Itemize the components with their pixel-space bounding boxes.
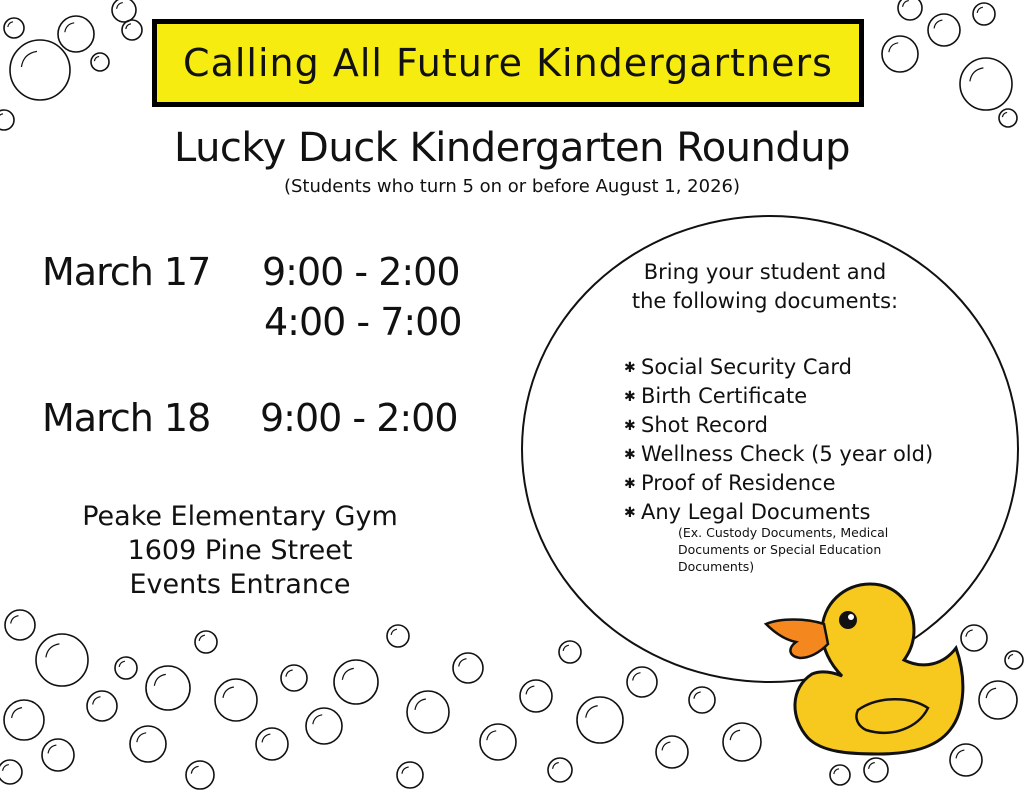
document-item: Shot Record xyxy=(641,413,768,437)
bubble-icon xyxy=(453,653,483,683)
bubble-highlight xyxy=(117,3,123,9)
document-item: Birth Certificate xyxy=(641,384,808,408)
bubble-icon xyxy=(281,665,307,691)
bubble-icon xyxy=(656,736,688,768)
bubble-icon xyxy=(0,760,22,784)
asterisk-icon: ✱ xyxy=(624,476,636,492)
bubble-icon xyxy=(723,723,761,761)
bubble-highlight xyxy=(934,20,942,28)
bubble-icon xyxy=(130,726,166,762)
bubble-highlight xyxy=(487,731,496,740)
bubble-icon xyxy=(407,691,449,733)
bubble-highlight xyxy=(262,734,270,742)
bubble-highlight xyxy=(586,706,598,718)
document-item: Any Legal Documents xyxy=(641,500,871,524)
document-item: Proof of Residence xyxy=(641,471,836,495)
bubble-highlight xyxy=(459,659,467,667)
bubble-icon xyxy=(960,58,1012,110)
bubble-icon xyxy=(480,724,516,760)
bubble-icon xyxy=(387,625,409,647)
bubble-highlight xyxy=(154,674,165,685)
bubble-icon xyxy=(306,708,342,744)
bubble-icon xyxy=(58,16,94,52)
bubble-highlight xyxy=(48,745,56,753)
schedule-time-1b: 4:00 - 7:00 xyxy=(264,300,462,344)
bubble-icon xyxy=(979,681,1017,719)
bubble-highlight xyxy=(834,769,839,774)
list-item xyxy=(624,498,933,527)
bubble-highlight xyxy=(889,43,898,52)
bubble-highlight xyxy=(126,24,131,29)
eligibility-subtitle: (Students who turn 5 on or before August 1, 2026) xyxy=(283,176,741,197)
bubble-highlight xyxy=(191,766,198,773)
bubble-highlight xyxy=(869,763,875,769)
bubble-icon xyxy=(898,0,922,20)
bubble-icon xyxy=(334,660,378,704)
bubble-icon xyxy=(397,762,423,788)
schedule-time-1a: 9:00 - 2:00 xyxy=(262,250,460,294)
location-entrance: Events Entrance xyxy=(129,569,351,600)
bubble-icon xyxy=(928,14,960,46)
duck-eye xyxy=(839,611,857,629)
bubble-highlight xyxy=(313,715,322,724)
bubble-highlight xyxy=(970,68,984,82)
bubble-icon xyxy=(195,631,217,653)
bubble-highlight xyxy=(93,697,101,705)
page-title: Lucky Duck Kindergarten Roundup xyxy=(173,125,851,171)
asterisk-icon: ✱ xyxy=(624,418,636,434)
documents-intro-line-1: Bring your student and xyxy=(643,260,887,284)
bubble-icon xyxy=(215,679,257,721)
bubble-highlight xyxy=(286,670,293,677)
bubble-highlight xyxy=(21,51,37,67)
rubber-duck-icon xyxy=(760,578,970,758)
documents-list xyxy=(624,353,933,527)
bubble-highlight xyxy=(119,661,125,667)
schedule-date-2: March 18 xyxy=(42,396,211,440)
bubble-icon xyxy=(112,0,136,22)
bubble-icon xyxy=(256,728,288,760)
bubble-icon xyxy=(577,697,623,743)
bubble-highlight xyxy=(3,765,9,771)
banner-text: Calling All Future Kindergartners xyxy=(183,41,833,85)
bubble-highlight xyxy=(94,56,99,61)
schedule-time-2a: 9:00 - 2:00 xyxy=(260,396,458,440)
bubble-highlight xyxy=(415,699,426,710)
list-item xyxy=(624,382,933,411)
header-banner xyxy=(152,19,864,107)
bubble-icon xyxy=(689,687,715,713)
bubble-highlight xyxy=(65,23,74,32)
bubble-icon xyxy=(559,641,581,663)
bubble-icon xyxy=(91,53,109,71)
bubble-icon xyxy=(4,700,44,740)
duck-eye-highlight xyxy=(848,614,854,620)
bubble-highlight xyxy=(633,673,641,681)
bubble-highlight xyxy=(526,686,534,694)
bubble-icon xyxy=(186,761,214,789)
legal-documents-note xyxy=(678,524,928,575)
bubble-icon xyxy=(115,657,137,679)
bubble-highlight xyxy=(694,692,701,699)
bubble-highlight xyxy=(986,688,996,698)
document-item: Wellness Check (5 year old) xyxy=(641,442,934,466)
bubble-highlight xyxy=(137,733,146,742)
bubble-highlight xyxy=(8,22,13,27)
bubble-highlight xyxy=(903,1,909,7)
document-item: Social Security Card xyxy=(641,355,852,379)
bubble-icon xyxy=(5,610,35,640)
bubble-highlight xyxy=(12,708,22,718)
bubble-highlight xyxy=(402,767,409,774)
bubble-icon xyxy=(4,18,24,38)
bubble-highlight xyxy=(223,687,234,698)
bubble-highlight xyxy=(199,635,205,641)
documents-intro xyxy=(590,258,940,316)
bubble-icon xyxy=(627,667,657,697)
bubble-icon xyxy=(10,40,70,100)
bubble-icon xyxy=(146,666,190,710)
bubble-icon xyxy=(122,20,142,40)
bubble-highlight xyxy=(553,763,559,769)
asterisk-icon: ✱ xyxy=(624,360,636,376)
location-place: Peake Elementary Gym xyxy=(82,501,398,532)
bubble-highlight xyxy=(11,616,19,624)
bubble-highlight xyxy=(391,629,397,635)
list-item xyxy=(624,411,933,440)
bubble-icon xyxy=(520,680,552,712)
schedule-date-1: March 17 xyxy=(42,250,211,294)
bubble-highlight xyxy=(730,730,740,740)
bubble-highlight xyxy=(342,668,353,679)
bubble-icon xyxy=(973,3,995,25)
bubble-icon xyxy=(42,739,74,771)
bubble-icon xyxy=(830,765,850,785)
list-item xyxy=(624,353,933,382)
bubble-highlight xyxy=(1008,654,1013,659)
list-item xyxy=(624,469,933,498)
bubble-highlight xyxy=(977,7,983,13)
asterisk-icon: ✱ xyxy=(624,389,636,405)
bubble-highlight xyxy=(46,644,60,658)
bubble-icon xyxy=(882,36,918,72)
bubble-icon xyxy=(864,758,888,782)
bubble-highlight xyxy=(0,114,3,119)
asterisk-icon: ✱ xyxy=(624,505,636,521)
bubble-icon xyxy=(548,758,572,782)
location-street: 1609 Pine Street xyxy=(127,535,353,566)
bubble-icon xyxy=(1005,651,1023,669)
documents-intro-line-2: the following documents: xyxy=(631,289,899,313)
note-line-1: (Ex. Custody Documents, Medical xyxy=(678,525,889,540)
asterisk-icon: ✱ xyxy=(624,447,636,463)
bubble-highlight xyxy=(1002,112,1007,117)
list-item xyxy=(624,440,933,469)
bubble-icon xyxy=(87,691,117,721)
bubble-icon xyxy=(36,634,88,686)
bubble-highlight xyxy=(662,742,670,750)
location-block xyxy=(40,500,440,602)
note-line-3: Documents) xyxy=(678,559,755,574)
duck-beak xyxy=(766,620,828,659)
bubble-highlight xyxy=(563,645,569,651)
note-line-2: Documents or Special Education xyxy=(678,542,882,557)
